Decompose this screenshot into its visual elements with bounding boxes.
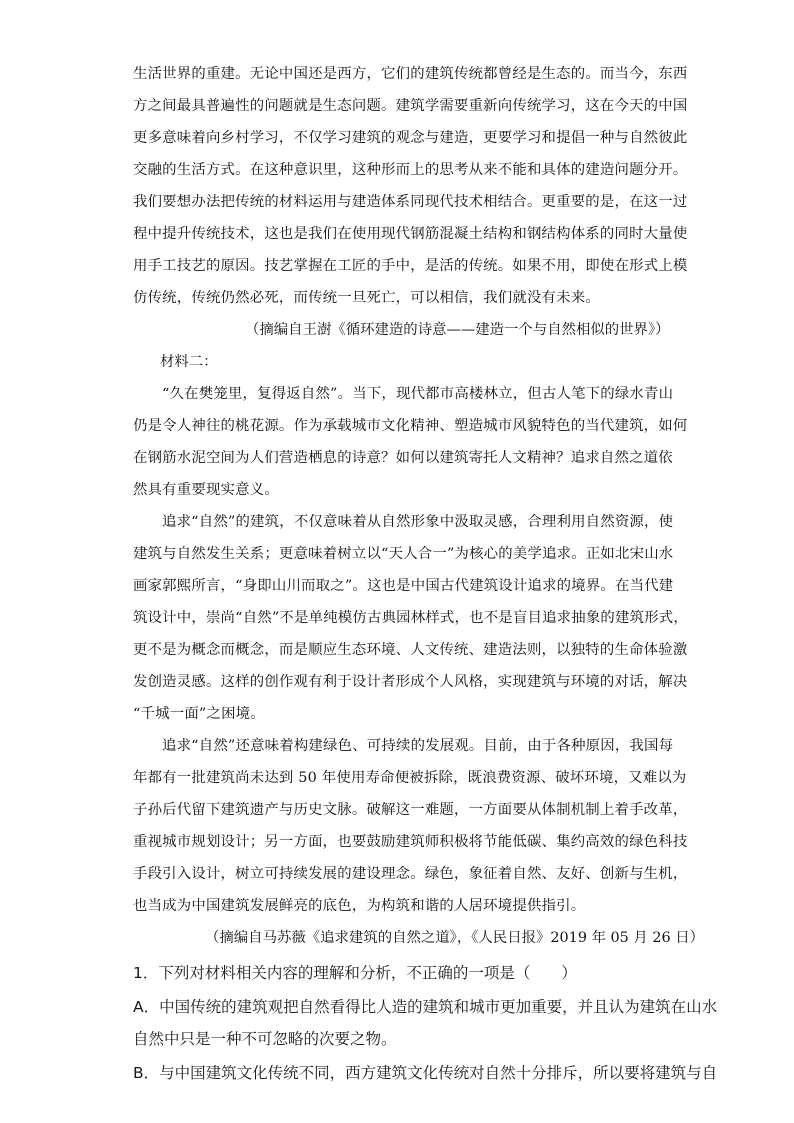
material1-line-5: 我们要想办法把传统的材料运用与建造体系同现代技术相结合。更重要的是，在这一过 bbox=[133, 194, 688, 210]
para1-line-1: “久在樊笼里，复得返自然”。当下，现代都市高楼林立，但古人笔下的绿水青山 bbox=[162, 386, 674, 402]
para3-line-4: 重视城市规划设计；另一方面，也要鼓励建筑师积极将节能低碳、集约高效的绿色科技 bbox=[133, 834, 688, 850]
para2-line-2: 建筑与自然发生关系；更意味着树立以“天人合一”为核心的美学追求。正如北宋山水 bbox=[133, 546, 674, 562]
option-a-line-2: 自然中只是一种不可忽略的次要之物。 bbox=[133, 1030, 397, 1048]
option-a-line-1: A．中国传统的建筑观把自然看得比人造的建筑和城市更加重要，并且认为建筑在山水 bbox=[133, 998, 718, 1016]
para2-line-5: 更不是为概念而概念，而是顺应生态环境、人文传统、建造法则，以独特的生命体验激 bbox=[133, 642, 688, 658]
question-stem: 1．下列对材料相关内容的理解和分析，不正确的一项是（ ） bbox=[133, 964, 577, 982]
material1-line-2: 方之间最具普遍性的问题就是生态问题。建筑学需要重新向传统学习，这在今天的中国 bbox=[133, 98, 688, 114]
para3-line-1: 追求“自然”还意味着构建绿色、可持续的发展观。目前，由于各种原因，我国每 bbox=[162, 738, 674, 754]
para2-line-4: 筑设计中，崇尚“自然”不是单纯模仿古典园林样式，也不是盲目追求抽象的建筑形式， bbox=[133, 610, 688, 626]
material1-line-3: 更多意味着向乡村学习，不仅学习建筑的观念与建造，更要学习和提倡一种与自然彼此 bbox=[133, 130, 688, 146]
para2-line-1: 追求“自然”的建筑，不仅意味着从自然形象中汲取灵感，合理利用自然资源，使 bbox=[162, 514, 674, 530]
material1-line-6: 程中提升传统技术，这也是我们在使用现代钢筋混凝土结构和钢结构体系的同时大量使 bbox=[133, 226, 688, 242]
para1-line-2: 仍是令人神往的桃花源。作为承载城市文化精神、塑造城市风貌特色的当代建筑，如何 bbox=[133, 418, 688, 434]
para2-line-3: 画家郭熙所言，“身即山川而取之”。这也是中国古代建筑设计追求的境界。在当代建 bbox=[133, 578, 674, 594]
material1-line-8: 仿传统，传统仍然必死，而传统一旦死亡，可以相信，我们就没有未来。 bbox=[133, 290, 600, 306]
para1-line-4: 然具有重要现实意义。 bbox=[133, 482, 279, 498]
para1-line-3: 在钢筋水泥空间为人们营造栖息的诗意？如何以建筑寄托人文精神？追求自然之道依 bbox=[133, 450, 673, 466]
material1-line-1: 生活世界的重建。无论中国还是西方，它们的建筑传统都曾经是生态的。而当今，东西 bbox=[133, 66, 688, 82]
para2-line-6: 发创造灵感。这样的创作观有利于设计者形成个人风格，实现建筑与环境的对话，解决 bbox=[133, 674, 688, 690]
material2-label: 材料二： bbox=[160, 354, 218, 370]
para3-line-6: 也当成为中国建筑发展鲜亮的底色，为构筑和谐的人居环境提供指引。 bbox=[133, 898, 586, 914]
para3-line-3: 子孙后代留下建筑遗产与历史文脉。破解这一难题，一方面要从体制机制上着手改革， bbox=[133, 802, 688, 818]
source-citation-1: （摘编自王澍《循环建造的诗意——建造一个与自然相似的世界》） bbox=[245, 322, 670, 338]
material1-line-4: 交融的生活方式。在这种意识里，这种形而上的思考从来不能和具体的建造问题分开。 bbox=[133, 162, 688, 178]
para2-line-7: “千城一面”之困境。 bbox=[133, 706, 265, 722]
source-citation-2: （摘编自马苏薇《追求建筑的自然之道》，《人民日报》2019 年 05 月 26 日） bbox=[205, 930, 705, 946]
para3-line-2: 年都有一批建筑尚未达到 50 年使用寿命便被拆除，既浪费资源、破坏环境，又难以为 bbox=[133, 770, 687, 786]
option-b-line-1: B．与中国建筑文化传统不同，西方建筑文化传统对自然十分排斥，所以要将建筑与自 bbox=[133, 1064, 718, 1082]
para3-line-5: 手段引入设计，树立可持续发展的建设理念。绿色，象征着自然、友好、创新与生机， bbox=[133, 866, 688, 882]
material1-line-7: 用手工技艺的原因。技艺掌握在工匠的手中，是活的传统。如果不用，即使在形式上模 bbox=[133, 258, 688, 274]
